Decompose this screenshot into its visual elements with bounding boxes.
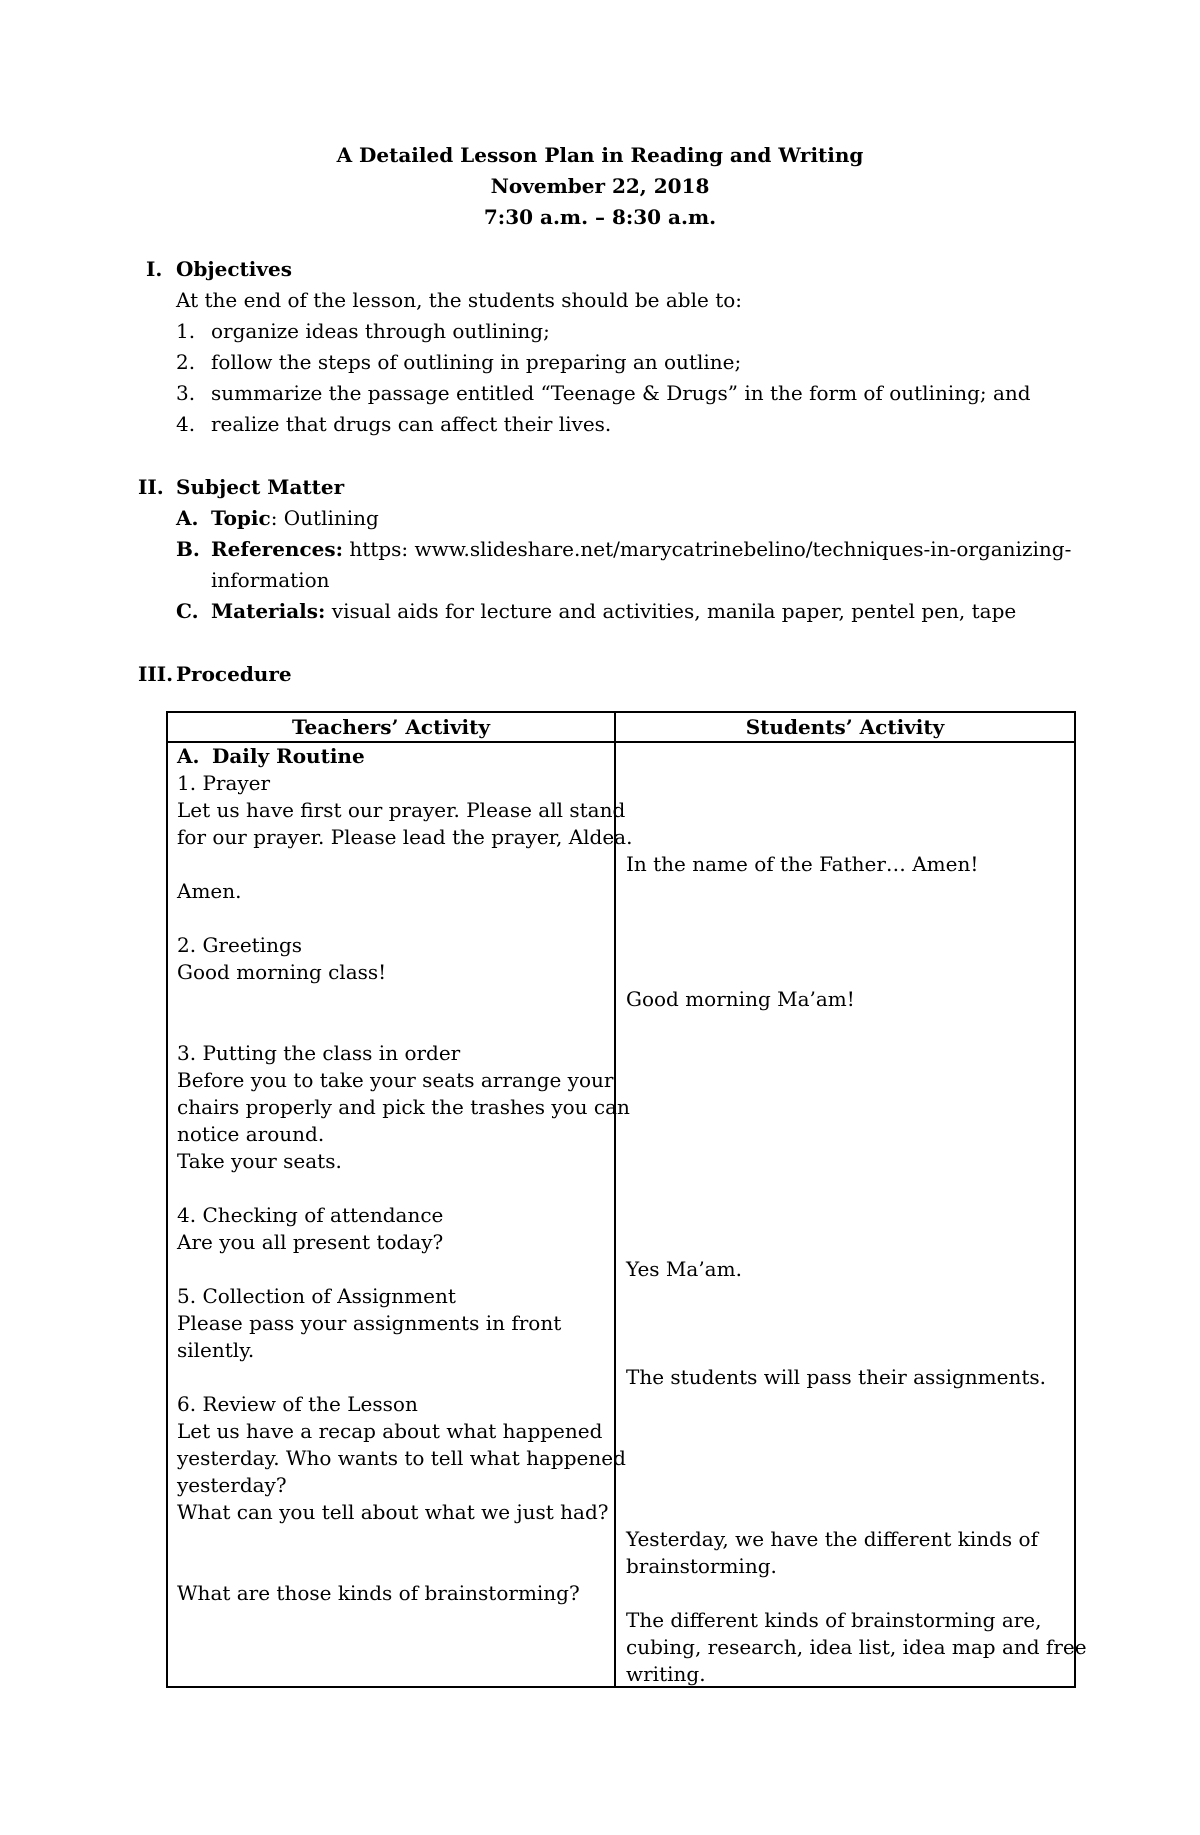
materials-letter: C.	[176, 599, 199, 623]
topic-value: : Outlining	[270, 506, 379, 530]
teacher-line: Let us have first our prayer. Please all stand	[177, 798, 626, 822]
teacher-line: Before you to take your seats arrange your	[177, 1068, 614, 1092]
teacher-line: What can you tell about what we just had?	[177, 1500, 609, 1524]
objective-number: 1.	[176, 319, 196, 343]
objective-number: 4.	[176, 412, 196, 436]
student-line: writing.	[626, 1662, 706, 1686]
routine-title-prayer: 1. Prayer	[177, 771, 271, 795]
materials-value: visual aids for lecture and activities, manila paper, pentel pen, tape	[325, 599, 1017, 623]
objective-number: 3.	[176, 381, 196, 405]
document-title: A Detailed Lesson Plan in Reading and Writing	[336, 143, 864, 167]
topic-letter: A.	[176, 506, 199, 530]
references-line	[211, 537, 1071, 561]
objective-text: follow the steps of outlining in preparing an outline;	[211, 350, 742, 374]
section-heading-objectives: Objectives	[176, 257, 292, 281]
topic-line	[211, 506, 379, 530]
student-line: The students will pass their assignments.	[626, 1365, 1046, 1389]
section-numeral-subject-matter: II.	[138, 475, 164, 499]
objectives-intro: At the end of the lesson, the students should be able to:	[176, 288, 743, 312]
teacher-line: for our prayer. Please lead the prayer, Aldea.	[177, 825, 633, 849]
section-numeral-objectives: I.	[146, 257, 163, 281]
teacher-line: yesterday?	[177, 1473, 287, 1497]
routine-title-attendance: 4. Checking of attendance	[177, 1203, 444, 1227]
teacher-line: silently.	[177, 1338, 255, 1362]
materials-line	[211, 599, 1016, 623]
references-letter: B.	[176, 537, 200, 561]
document-date: November 22, 2018	[490, 174, 710, 198]
student-line: cubing, research, idea list, idea map and free	[626, 1635, 1087, 1659]
teacher-line: yesterday. Who wants to tell what happened	[177, 1446, 626, 1470]
routine-title-order: 3. Putting the class in order	[177, 1041, 461, 1065]
teacher-line: What are those kinds of brainstorming?	[177, 1581, 580, 1605]
student-line: In the name of the Father… Amen!	[626, 852, 979, 876]
student-line: The different kinds of brainstorming are,	[626, 1608, 1042, 1632]
routine-title-review: 6. Review of the Lesson	[177, 1392, 418, 1416]
routine-title-assignment: 5. Collection of Assignment	[177, 1284, 456, 1308]
column-header-students: Students’ Activity	[745, 715, 945, 739]
teacher-line: Please pass your assignments in front	[177, 1311, 562, 1335]
routine-title-greetings: 2. Greetings	[177, 933, 303, 957]
teacher-line: Are you all present today?	[177, 1230, 444, 1254]
section-label: Daily Routine	[212, 744, 365, 768]
procedure-table	[166, 711, 1087, 1688]
teacher-line: Let us have a recap about what happened	[177, 1419, 603, 1443]
student-line: Yes Ma’am.	[626, 1257, 742, 1281]
section-letter: A.	[177, 744, 200, 768]
teacher-line: Amen.	[177, 879, 242, 903]
section-heading-subject-matter: Subject Matter	[176, 475, 345, 499]
column-header-teachers: Teachers’ Activity	[291, 715, 491, 739]
student-line: Good morning Ma’am!	[626, 987, 855, 1011]
document-time: 7:30 a.m. – 8:30 a.m.	[483, 205, 717, 229]
teacher-line: notice around.	[177, 1122, 325, 1146]
references-url-continued[interactable]: information	[211, 568, 330, 592]
teacher-line: chairs properly and pick the trashes you can	[177, 1095, 630, 1119]
topic-label: Topic	[211, 506, 271, 530]
objective-text: organize ideas through outlining;	[211, 319, 550, 343]
section-numeral-procedure: III.	[138, 662, 174, 686]
student-line: brainstorming.	[626, 1554, 777, 1578]
teacher-line: Good morning class!	[177, 960, 387, 984]
student-line: Yesterday, we have the different kinds of	[626, 1527, 1038, 1551]
materials-label: Materials:	[211, 599, 326, 623]
references-label: References:	[211, 537, 344, 561]
objective-number: 2.	[176, 350, 196, 374]
objective-text: realize that drugs can affect their lives.	[211, 412, 612, 436]
table-column-divider	[614, 713, 616, 1686]
objective-text: summarize the passage entitled “Teenage & Drugs” in the form of outlining; and	[211, 381, 1031, 405]
teacher-line: Take your seats.	[177, 1149, 342, 1173]
references-url[interactable]: https: www.slideshare.net/marycatrinebelino/techniques-in-organizing-	[343, 537, 1072, 561]
section-heading-procedure: Procedure	[176, 662, 292, 686]
